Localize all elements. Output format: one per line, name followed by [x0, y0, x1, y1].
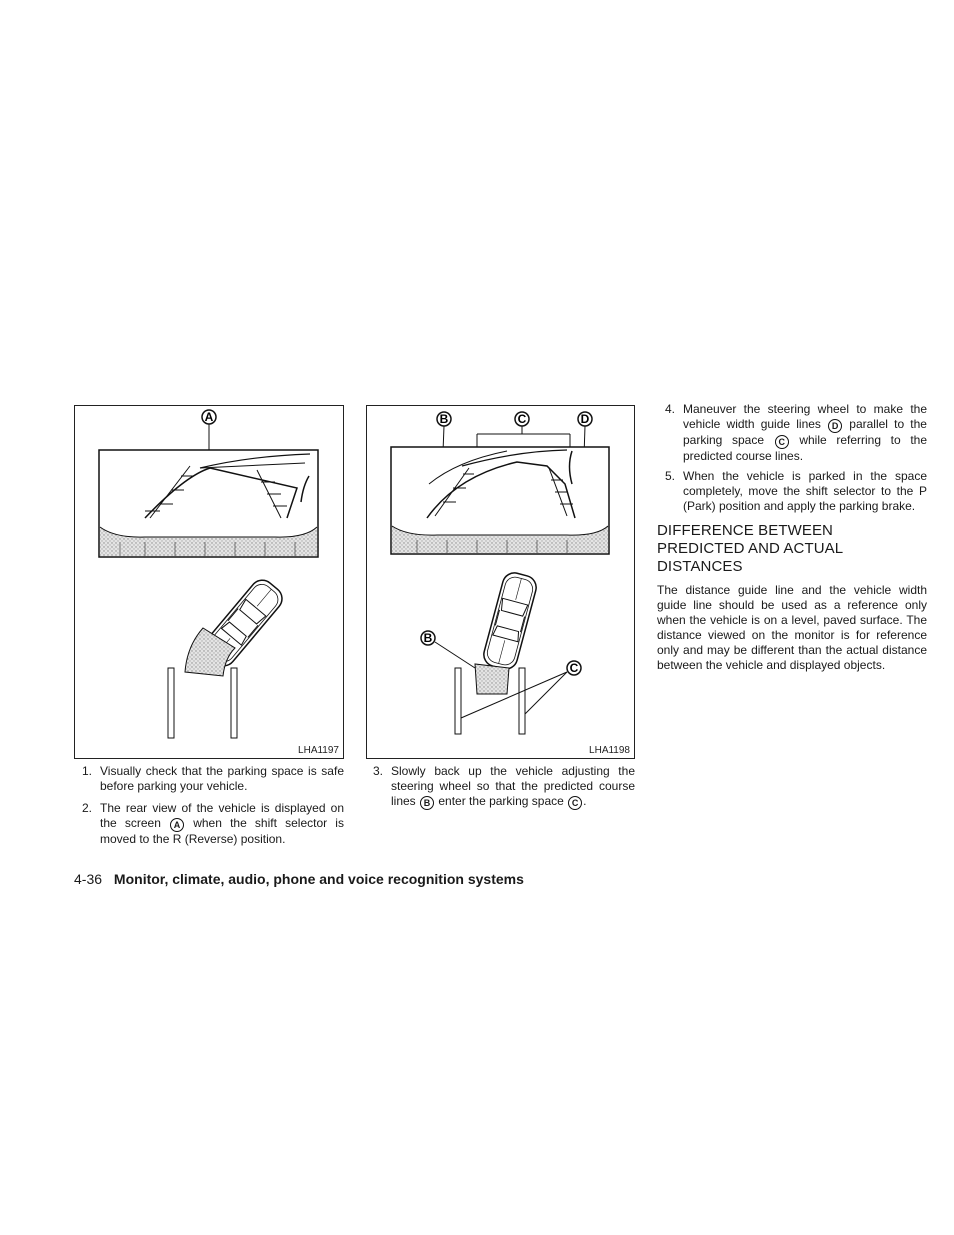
- step-number: 3.: [373, 764, 384, 778]
- step-text: Visually check that the parking space is safe before parking your vehicle.: [100, 764, 344, 793]
- callout-b: B: [439, 412, 449, 426]
- ref-b-icon: B: [420, 796, 434, 810]
- step-text: When the vehicle is parked in the space completely, move the shift selector to the P (Park) position and apply the parking brake.: [683, 469, 927, 513]
- section-heading: DIFFERENCE BETWEEN PREDICTED AND ACTUAL DISTANCES: [657, 522, 843, 575]
- step-2: [82, 801, 344, 847]
- illustration-rear-view-step-1: [75, 406, 345, 760]
- callout-a: A: [204, 410, 214, 424]
- section-body: The distance guide line and the vehicle width guide line should be used as a reference only when the vehicle is on a level, paved surface. The distance viewed on the monitor is for reference only and may be different than the actual distance between the vehicle and displayed objects.: [657, 583, 927, 672]
- callout-c-lower: C: [569, 661, 579, 675]
- callout-b-lower: B: [423, 631, 433, 645]
- callout-d: D: [580, 412, 590, 426]
- step-number: 1.: [82, 764, 93, 778]
- step-number: 4.: [665, 402, 676, 416]
- ref-d-icon: D: [828, 419, 842, 433]
- illustration-rear-view-step-3: [367, 406, 636, 760]
- step-4: [665, 402, 927, 464]
- section-title: Monitor, climate, audio, phone and voice recognition systems: [113, 871, 524, 887]
- callout-c: C: [517, 412, 527, 426]
- step-1: [82, 764, 344, 794]
- step-number: 5.: [665, 469, 676, 483]
- page-number: 4-36: [74, 871, 103, 887]
- step-3: [373, 764, 635, 810]
- step-text: The rear view of the vehicle is displayed on the screen A when the shift selector is moved to the R (Reverse) position.: [100, 801, 344, 846]
- ref-c-icon: C: [775, 435, 789, 449]
- page-footer: [74, 871, 524, 887]
- step-number: 2.: [82, 801, 93, 815]
- ref-c-icon: C: [568, 796, 582, 810]
- figure-right: [366, 405, 635, 759]
- step-text: Slowly back up the vehicle adjusting the steering wheel so that the predicted course lines B enter the parking space C .: [391, 764, 635, 808]
- step-5: [665, 469, 927, 514]
- figure-code: LHA1197: [298, 745, 339, 756]
- ref-a-icon: A: [170, 818, 184, 832]
- figure-left: [74, 405, 344, 759]
- step-text: Maneuver the steering wheel to make the vehicle width guide lines D parallel to the parking space C while referring to the predicted course lines.: [683, 402, 927, 463]
- figure-code: LHA1198: [589, 745, 630, 756]
